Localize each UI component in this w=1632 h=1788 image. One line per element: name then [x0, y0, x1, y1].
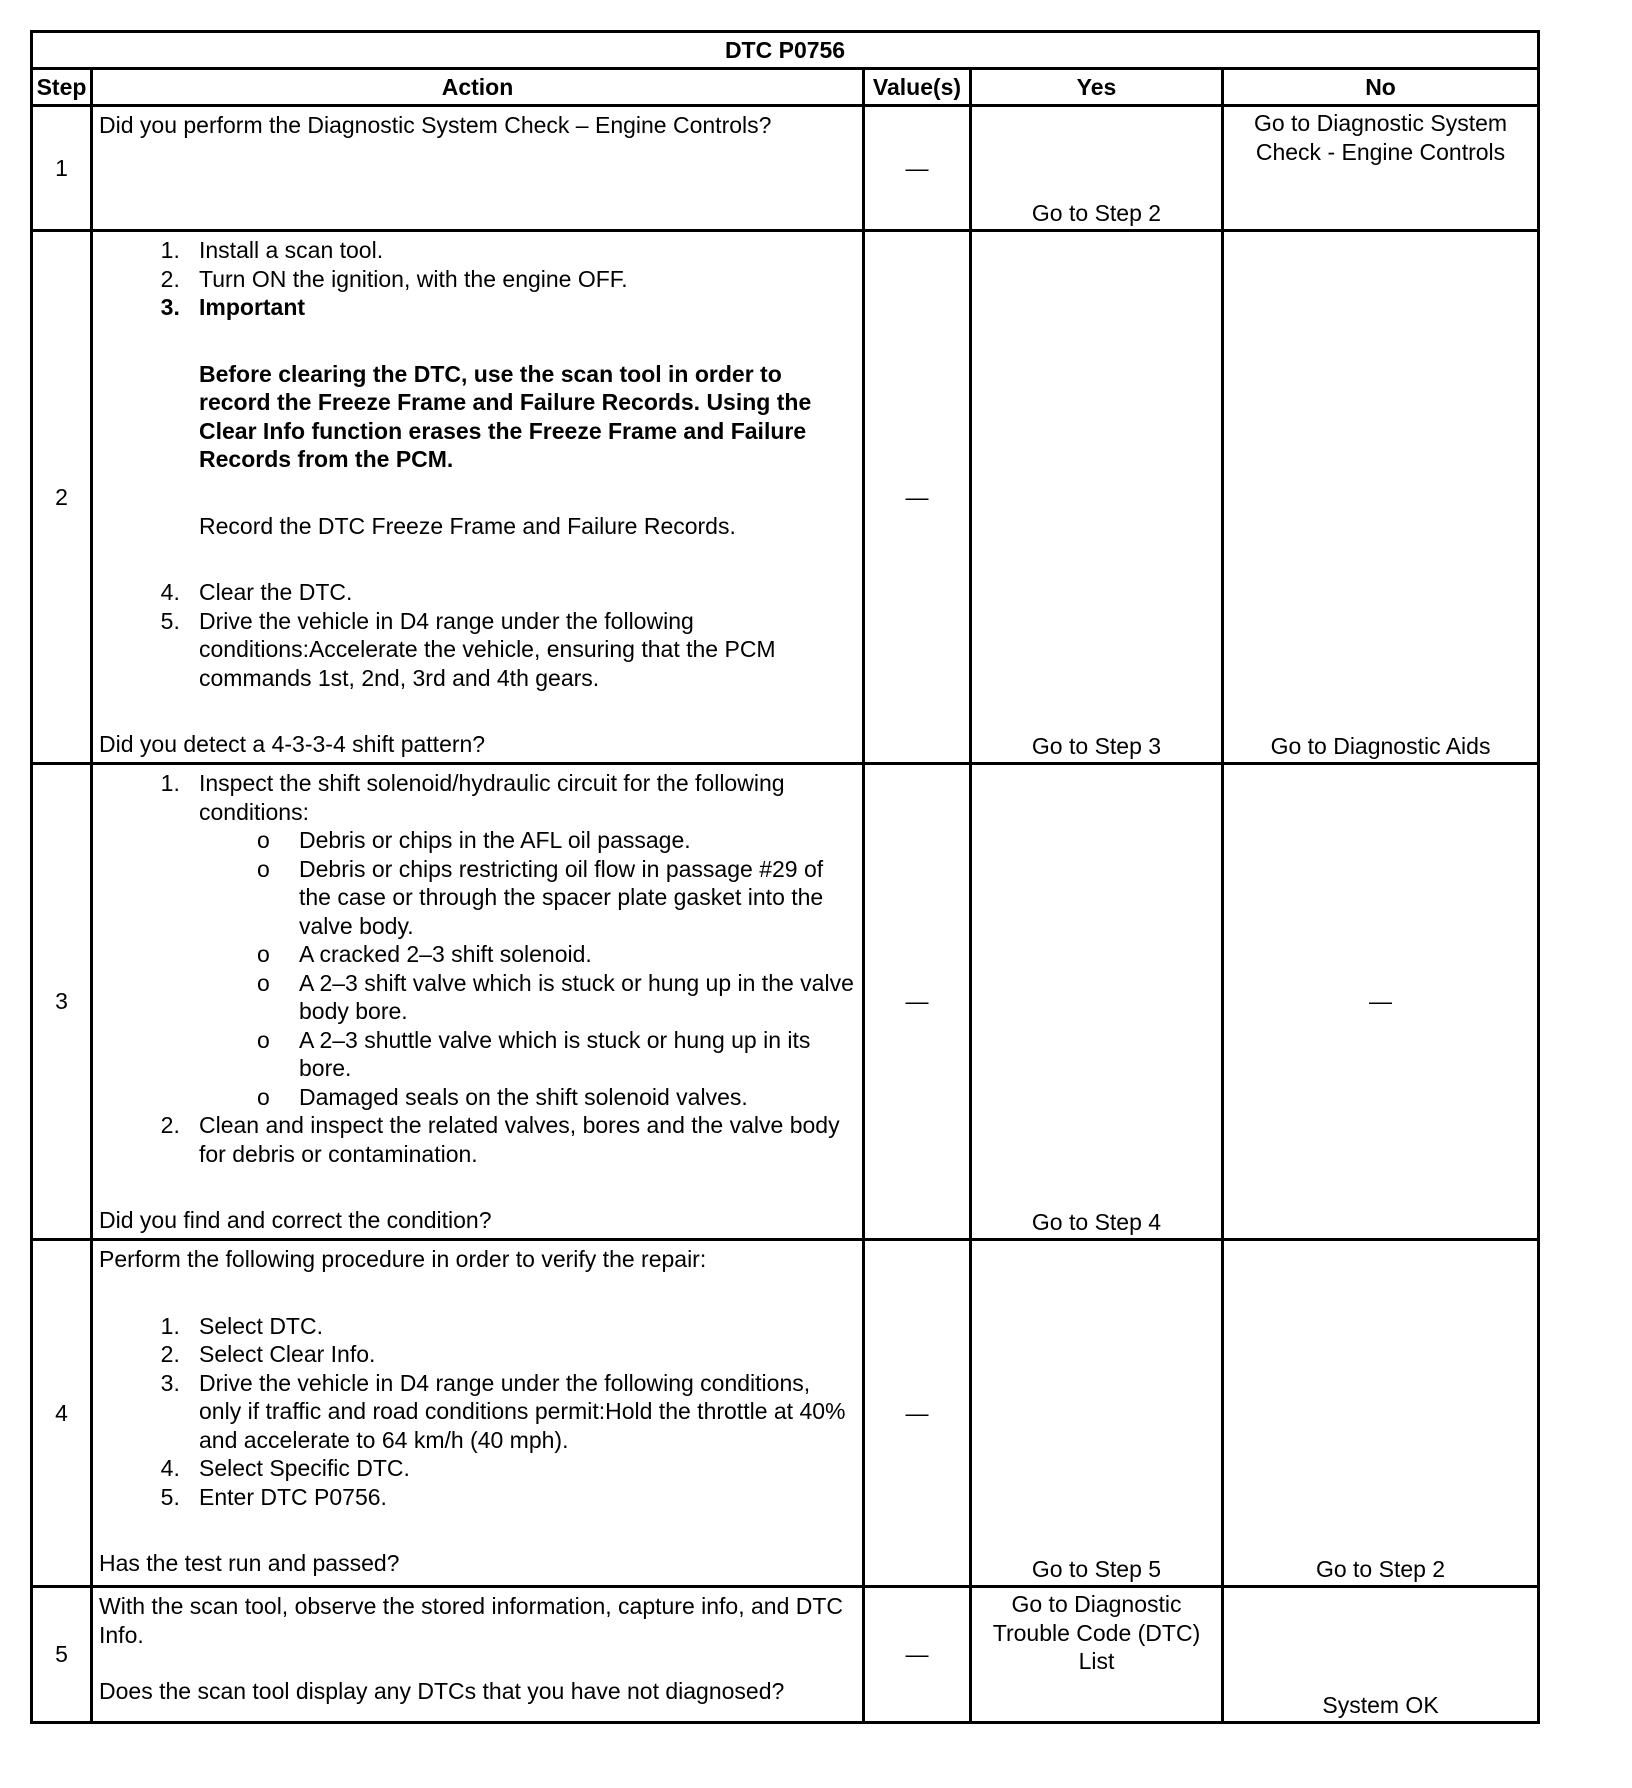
list-item: [199, 769, 856, 1111]
record-text: Record the DTC Freeze Frame and Failure Records.: [199, 512, 736, 539]
sub-list-item: o Debris or chips in the AFL oil passage.: [299, 826, 856, 855]
intro-text: Perform the following procedure in order to verify the repair:: [99, 1246, 707, 1272]
yes-cell: Go to Step 2: [971, 106, 1223, 231]
no-cell: System OK: [1223, 1587, 1539, 1723]
action-list: [99, 1312, 856, 1512]
condition-list: [199, 826, 856, 1111]
header-action: Action: [92, 69, 864, 106]
list-item: 2. Clean and inspect the related valves, bores and the valve body for debris or contamination.: [199, 1111, 856, 1168]
step-number: 1: [32, 106, 92, 231]
action-cell: [92, 1587, 864, 1723]
diagnostic-table: [30, 30, 1540, 1724]
list-item: 4. Select Specific DTC.: [199, 1454, 856, 1483]
header-row: [32, 69, 1539, 106]
table-row: [32, 764, 1539, 1240]
yes-cell: Go to Step 5: [971, 1240, 1223, 1587]
list-item: [199, 293, 856, 578]
list-item: 2. Turn ON the ignition, with the engine OFF.: [199, 265, 856, 294]
title-row: [32, 32, 1539, 69]
sub-list-item: o A 2–3 shift valve which is stuck or hung up in the valve body bore.: [299, 969, 856, 1026]
table-row: [32, 106, 1539, 231]
question-text: Does the scan tool display any DTCs that you have not diagnosed?: [99, 1678, 785, 1704]
sub-list-item: o Damaged seals on the shift solenoid valves.: [299, 1083, 856, 1112]
value-cell: —: [864, 106, 971, 231]
no-cell: [1223, 106, 1539, 231]
step-number: 5: [32, 1587, 92, 1723]
action-cell: [92, 764, 864, 1240]
step-number: 4: [32, 1240, 92, 1587]
value-cell: —: [864, 1240, 971, 1587]
diagnostic-table-sheet: [30, 30, 1537, 1724]
no-cell: —: [1223, 764, 1539, 1240]
list-item: 4. Clear the DTC.: [199, 578, 856, 607]
table-title: DTC P0756: [32, 32, 1539, 69]
yes-cell: [971, 1587, 1223, 1723]
question-text: Did you detect a 4-3-3-4 shift pattern?: [99, 731, 486, 757]
sub-list-item: o A cracked 2–3 shift solenoid.: [299, 940, 856, 969]
action-list: [99, 769, 856, 1168]
no-text: Go to Diagnostic System Check - Engine Controls: [1253, 110, 1508, 165]
list-item: 3. Drive the vehicle in D4 range under the following conditions, only if traffic and road conditions permit:Hold the throttle at 40% and accelerate to 64 km/h (40 mph).: [199, 1369, 856, 1455]
value-cell: —: [864, 1587, 971, 1723]
important-text: Before clearing the DTC, use the scan tool in order to record the Freeze Frame and Failure Records. Using the Clear Info function erases the Freeze Frame and Failure Records from the PCM.: [199, 360, 812, 472]
action-cell: [92, 106, 864, 231]
yes-cell: Go to Step 3: [971, 231, 1223, 764]
action-cell: [92, 231, 864, 764]
header-values: Value(s): [864, 69, 971, 106]
question-text: Did you perform the Diagnostic System Check – Engine Controls?: [99, 112, 772, 138]
sub-list-item: o Debris or chips restricting oil flow in passage #29 of the case or through the spacer plate gasket into the valve body.: [299, 855, 856, 941]
action-list: [99, 236, 856, 692]
header-no: No: [1223, 69, 1539, 106]
list-item: 5. Drive the vehicle in D4 range under the following conditions:Accelerate the vehicle, ensuring that the PCM commands 1st, 2nd, 3rd and 4th gears.: [199, 607, 856, 693]
question-text: Has the test run and passed?: [99, 1550, 400, 1576]
list-item: 2. Select Clear Info.: [199, 1340, 856, 1369]
important-label: 3. Important: [199, 294, 306, 320]
action-cell: [92, 1240, 864, 1587]
value-cell: —: [864, 231, 971, 764]
question-text: Did you find and correct the condition?: [99, 1207, 492, 1233]
no-cell: Go to Diagnostic Aids: [1223, 231, 1539, 764]
list-item-text: 1. Inspect the shift solenoid/hydraulic circuit for the following conditions:: [199, 770, 785, 825]
list-item: 1. Install a scan tool.: [199, 236, 856, 265]
yes-cell: Go to Step 4: [971, 764, 1223, 1240]
no-cell: Go to Step 2: [1223, 1240, 1539, 1587]
list-item: 5. Enter DTC P0756.: [199, 1483, 856, 1512]
sub-list-item: o A 2–3 shuttle valve which is stuck or hung up in its bore.: [299, 1026, 856, 1083]
table-row: [32, 1240, 1539, 1587]
intro-text: With the scan tool, observe the stored information, capture info, and DTC Info.: [99, 1593, 844, 1648]
table-row: [32, 1587, 1539, 1723]
header-step: Step: [32, 69, 92, 106]
yes-text: Go to Diagnostic Trouble Code (DTC) List: [992, 1591, 1201, 1674]
table-row: [32, 231, 1539, 764]
header-yes: Yes: [971, 69, 1223, 106]
list-item: 1. Select DTC.: [199, 1312, 856, 1341]
step-number: 2: [32, 231, 92, 764]
value-cell: —: [864, 764, 971, 1240]
step-number: 3: [32, 764, 92, 1240]
